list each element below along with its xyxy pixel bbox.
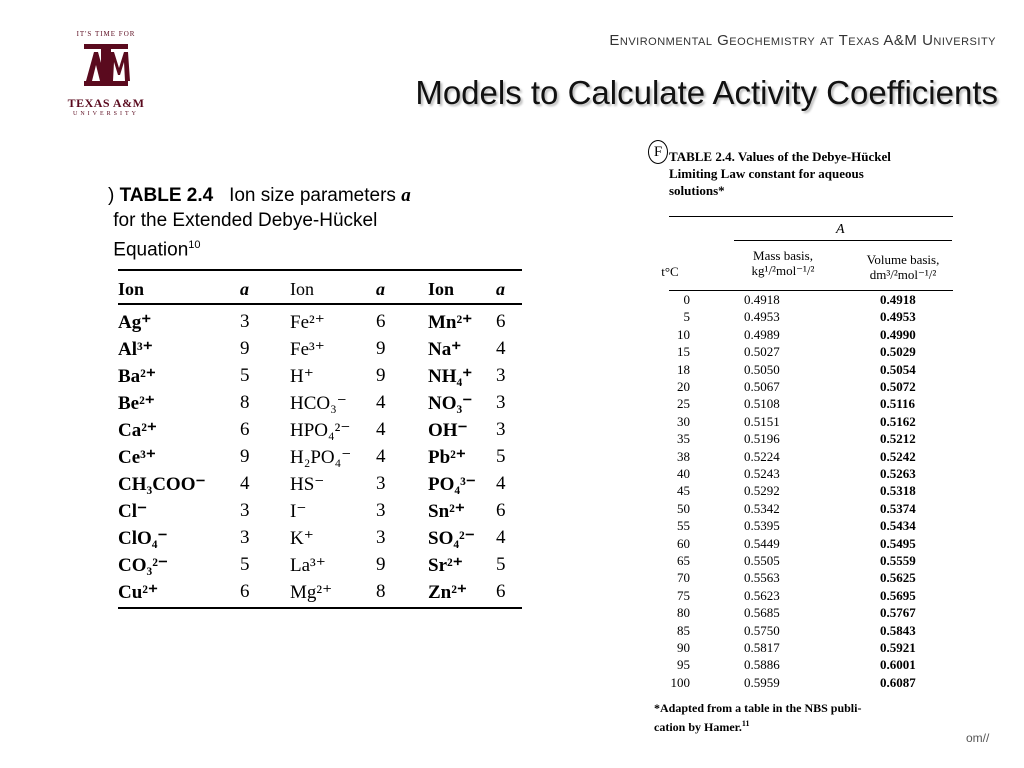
temperature-cell: 85	[677, 622, 690, 638]
size-cell: 8	[240, 392, 250, 413]
header-volume-basis	[852, 252, 954, 282]
temperature-cell: 38	[677, 448, 690, 464]
temperature-cell: 18	[677, 361, 690, 377]
volume-basis-cell: 0.4953	[880, 309, 916, 325]
ion-cell: CO₃²⁻	[118, 555, 168, 576]
table-row	[654, 483, 950, 500]
table-row	[654, 536, 950, 553]
caption-var: a	[401, 185, 411, 206]
footnote-ref: 11	[741, 719, 750, 728]
table-top-rule	[118, 269, 522, 271]
footnote-line1: *Adapted from a table in the NBS publi-	[654, 701, 862, 715]
temperature-cell: 95	[677, 657, 690, 673]
size-cell: 4	[376, 446, 386, 467]
group-rule	[734, 240, 952, 241]
size-cell: 6	[496, 500, 506, 521]
volume-basis-cell: 0.5318	[880, 483, 916, 499]
volume-basis-cell: 0.5212	[880, 431, 916, 447]
volume-basis-cell: 0.5374	[880, 500, 916, 516]
volume-basis-cell: 0.4918	[880, 292, 916, 307]
table-row	[118, 446, 522, 470]
temperature-cell: 5	[683, 309, 690, 325]
table-row	[118, 311, 522, 335]
table-row	[654, 657, 950, 674]
volume-basis-cell: 0.5054	[880, 361, 916, 377]
table-row	[118, 338, 522, 362]
temperature-cell: 20	[677, 379, 690, 394]
table-row	[654, 605, 950, 622]
slide-title: Models to Calculate Activity Coefficients	[415, 74, 998, 111]
size-cell: 9	[376, 554, 386, 575]
table-row	[654, 379, 950, 396]
debye-huckel-constant-table	[648, 140, 953, 735]
volume-basis-cell: 0.5162	[880, 413, 916, 429]
mass-basis-cell: 0.5959	[744, 674, 780, 690]
size-cell: 5	[496, 446, 506, 467]
mass-basis-cell: 0.5108	[744, 396, 780, 412]
ion-cell: OH⁻	[428, 420, 468, 441]
ion-cell: NH₄⁺	[428, 366, 473, 387]
header-ion: Ion	[290, 279, 314, 299]
logo-tagline: IT'S TIME FOR	[76, 30, 136, 38]
size-cell: 3	[240, 500, 250, 521]
mass-basis-cell: 0.5817	[744, 640, 780, 655]
mass-basis-cell: 0.5027	[744, 344, 780, 360]
mass-basis-cell: 0.5623	[744, 587, 780, 603]
ion-cell: Cu²⁺	[118, 582, 159, 603]
table-row	[118, 554, 522, 578]
volume-basis-cell: 0.5625	[880, 570, 916, 586]
ion-size-table	[108, 183, 518, 603]
mass-basis-cell: 0.5151	[744, 413, 780, 429]
table-row	[654, 640, 950, 657]
mass-basis-cell: 0.4989	[744, 326, 780, 342]
size-cell: 4	[376, 392, 386, 413]
ion-size-table-header	[118, 279, 522, 301]
size-cell: 4	[496, 473, 506, 494]
texas-am-logo	[58, 30, 154, 117]
volume-basis-cell: 0.5921	[880, 640, 916, 655]
size-cell: 3	[376, 500, 386, 521]
volume-basis-cell: 0.5695	[880, 587, 916, 603]
mass-basis-cell: 0.5342	[744, 500, 780, 516]
volume-basis-cell: 0.5263	[880, 466, 916, 481]
ion-cell: Sn²⁺	[428, 501, 465, 522]
mass-basis-cell: 0.5886	[744, 657, 780, 673]
table-row	[654, 466, 950, 483]
table-row	[118, 419, 522, 443]
size-cell: 9	[240, 338, 250, 359]
temperature-cell: 55	[677, 518, 690, 534]
mass-basis-cell: 0.5685	[744, 605, 780, 621]
header-a: a	[376, 279, 385, 299]
caption-line3: solutions*	[669, 183, 725, 198]
ion-size-table-caption: ) TABLE 2.4 Ion size parameters a for the Extended Debye-Hückel Equation$^{10}$	[108, 185, 411, 261]
volume-basis-cell: 0.4990	[880, 326, 916, 342]
header-volume-line1: Volume basis,	[866, 252, 940, 267]
volume-basis-cell: 0.5434	[880, 518, 916, 534]
size-cell: 5	[240, 365, 250, 386]
atm-logo-icon	[81, 40, 131, 90]
size-cell: 4	[376, 419, 386, 440]
header-mass-line2: kg¹/²mol⁻¹/²	[751, 263, 815, 278]
size-cell: 3	[376, 527, 386, 548]
table-row	[654, 675, 950, 692]
size-cell: 6	[240, 419, 250, 440]
ion-cell: Zn²⁺	[428, 582, 467, 603]
temperature-cell: 15	[677, 344, 690, 360]
ion-cell: Pb²⁺	[428, 447, 466, 468]
volume-basis-cell: 0.5116	[880, 396, 916, 412]
volume-basis-cell: 0.6087	[880, 674, 916, 690]
table-row	[118, 365, 522, 389]
size-cell: 8	[376, 581, 386, 602]
temperature-cell: 0	[683, 292, 690, 307]
temperature-cell: 90	[677, 640, 690, 655]
temperature-cell: 40	[677, 466, 690, 481]
volume-basis-cell: 0.5495	[880, 535, 916, 551]
table-bottom-rule	[118, 607, 522, 609]
table-row	[654, 501, 950, 518]
ion-cell: SO₄²⁻	[428, 528, 475, 549]
caption-line1: TABLE 2.4. Values of the Debye-Hückel	[669, 149, 891, 164]
table-row	[654, 431, 950, 448]
table-row	[118, 473, 522, 497]
mass-basis-cell: 0.5563	[744, 570, 780, 586]
mass-basis-cell: 0.5050	[744, 361, 780, 377]
ion-cell: Be²⁺	[118, 393, 155, 414]
table-row	[654, 414, 950, 431]
table-header-rule	[669, 290, 953, 291]
volume-basis-cell: 0.6001	[880, 657, 916, 673]
mass-basis-cell: 0.5505	[744, 553, 780, 568]
footnote-line2: cation by Hamer.	[654, 720, 742, 734]
size-cell: 3	[496, 365, 506, 386]
table-row	[654, 362, 950, 379]
table-row	[654, 588, 950, 605]
url-fragment: om//	[966, 731, 990, 745]
mass-basis-cell: 0.5243	[744, 466, 780, 481]
table-row	[654, 518, 950, 535]
ion-cell: H₂PO₄⁻	[290, 447, 352, 468]
mass-basis-cell: 0.5395	[744, 518, 780, 534]
ion-cell: Na⁺	[428, 339, 462, 360]
temperature-cell: 65	[677, 553, 690, 568]
temperature-cell: 80	[677, 605, 690, 621]
header-mass-line1: Mass basis,	[753, 248, 813, 263]
mass-basis-cell: 0.5750	[744, 622, 780, 638]
header-mass-basis	[728, 248, 838, 278]
ion-cell: I⁻	[290, 501, 307, 522]
volume-basis-cell: 0.5843	[880, 622, 916, 638]
ion-cell: Al³⁺	[118, 339, 153, 360]
caption-line2: for the Extended Debye-Hückel	[113, 210, 378, 231]
mass-basis-cell: 0.4953	[744, 309, 780, 325]
size-cell: 3	[240, 311, 250, 332]
table-row	[654, 553, 950, 570]
header-a: a	[496, 279, 505, 299]
ion-cell: Fe²⁺	[290, 312, 325, 333]
size-cell: 6	[496, 311, 506, 332]
volume-basis-cell: 0.5767	[880, 605, 916, 621]
ion-cell: Fe³⁺	[290, 339, 325, 360]
mass-basis-cell: 0.5292	[744, 483, 780, 499]
caption-ref: 10	[188, 239, 201, 251]
size-cell: 6	[240, 581, 250, 602]
size-cell: 4	[496, 527, 506, 548]
size-cell: 9	[376, 365, 386, 386]
size-cell: 9	[376, 338, 386, 359]
size-cell: 3	[376, 473, 386, 494]
mass-basis-cell: 0.5224	[744, 448, 780, 464]
size-cell: 3	[496, 419, 506, 440]
table-row	[118, 500, 522, 524]
group-label-a: A	[836, 222, 845, 237]
volume-basis-cell: 0.5029	[880, 344, 916, 360]
ion-cell: Ag⁺	[118, 312, 152, 333]
logo-subtitle: UNIVERSITY	[73, 111, 139, 117]
ion-cell: Cl⁻	[118, 501, 148, 522]
ion-cell: Sr²⁺	[428, 555, 463, 576]
caption-line2: Limiting Law constant for aqueous	[669, 166, 864, 181]
size-cell: 6	[496, 581, 506, 602]
table-footnote	[654, 700, 950, 735]
temperature-cell: 100	[670, 674, 690, 690]
size-cell: 4	[240, 473, 250, 494]
mass-basis-cell: 0.4918	[744, 292, 780, 307]
ion-cell: HPO₄²⁻	[290, 420, 351, 441]
header-a: a	[240, 279, 249, 299]
size-cell: 3	[496, 392, 506, 413]
volume-basis-cell: 0.5559	[880, 553, 916, 568]
ion-cell: ClO₄⁻	[118, 528, 168, 549]
table-row	[654, 623, 950, 640]
size-cell: 9	[240, 446, 250, 467]
size-cell: 3	[240, 527, 250, 548]
caption-line3: Equation	[113, 239, 189, 261]
ion-cell: PO₄³⁻	[428, 474, 476, 495]
ion-cell: Ce³⁺	[118, 447, 156, 468]
temperature-cell: 10	[677, 326, 690, 342]
ion-cell: Mn²⁺	[428, 312, 473, 333]
size-cell: 5	[496, 554, 506, 575]
ion-cell: HS⁻	[290, 474, 325, 495]
header-institution: Environmental Geochemistry at Texas A&M University	[609, 32, 996, 49]
caption-label: TABLE 2.4	[119, 185, 214, 206]
mass-basis-cell: 0.5449	[744, 535, 780, 551]
temperature-cell: 30	[677, 413, 690, 429]
logo-name: TEXAS A&M	[67, 96, 145, 110]
table-row	[654, 344, 950, 361]
ion-cell: Mg²⁺	[290, 582, 333, 603]
table-header-rule	[118, 303, 522, 305]
ion-cell: La³⁺	[290, 555, 326, 576]
constant-table-caption	[669, 148, 954, 199]
header-temperature: t°C	[661, 264, 679, 279]
caption-text: Ion size parameters	[229, 185, 396, 206]
ion-cell: Ba²⁺	[118, 366, 156, 387]
volume-basis-cell: 0.5242	[880, 448, 916, 464]
header-volume-line2: dm³/²mol⁻¹/²	[869, 267, 937, 282]
table-row	[654, 309, 950, 326]
mass-basis-cell: 0.5067	[744, 379, 780, 394]
size-cell: 5	[240, 554, 250, 575]
temperature-cell: 25	[677, 396, 690, 412]
ion-cell: H⁺	[290, 366, 314, 387]
table-row	[654, 396, 950, 413]
table-row	[654, 327, 950, 344]
table-row	[654, 449, 950, 466]
temperature-cell: 35	[677, 431, 690, 447]
ion-cell: NO₃⁻	[428, 393, 473, 414]
temperature-cell: 45	[677, 483, 690, 499]
table-row	[118, 581, 522, 605]
table-row	[654, 570, 950, 587]
header-ion: Ion	[118, 279, 145, 299]
mass-basis-cell: 0.5196	[744, 431, 780, 447]
size-cell: 6	[376, 311, 386, 332]
ion-cell: HCO₃⁻	[290, 393, 347, 414]
temperature-cell: 70	[677, 570, 690, 586]
table-top-rule	[669, 216, 953, 217]
size-cell: 4	[496, 338, 506, 359]
temperature-cell: 50	[677, 500, 690, 516]
volume-basis-cell: 0.5072	[880, 379, 916, 394]
temperature-cell: 60	[677, 535, 690, 551]
table-row	[118, 392, 522, 416]
ion-cell: K⁺	[290, 528, 314, 549]
table-row	[118, 527, 522, 551]
table-row	[654, 292, 950, 309]
header-ion: Ion	[428, 279, 455, 299]
table-marker: F	[648, 140, 668, 164]
ion-cell: CH₃COO⁻	[118, 474, 206, 495]
temperature-cell: 75	[677, 587, 690, 603]
ion-cell: Ca²⁺	[118, 420, 157, 441]
